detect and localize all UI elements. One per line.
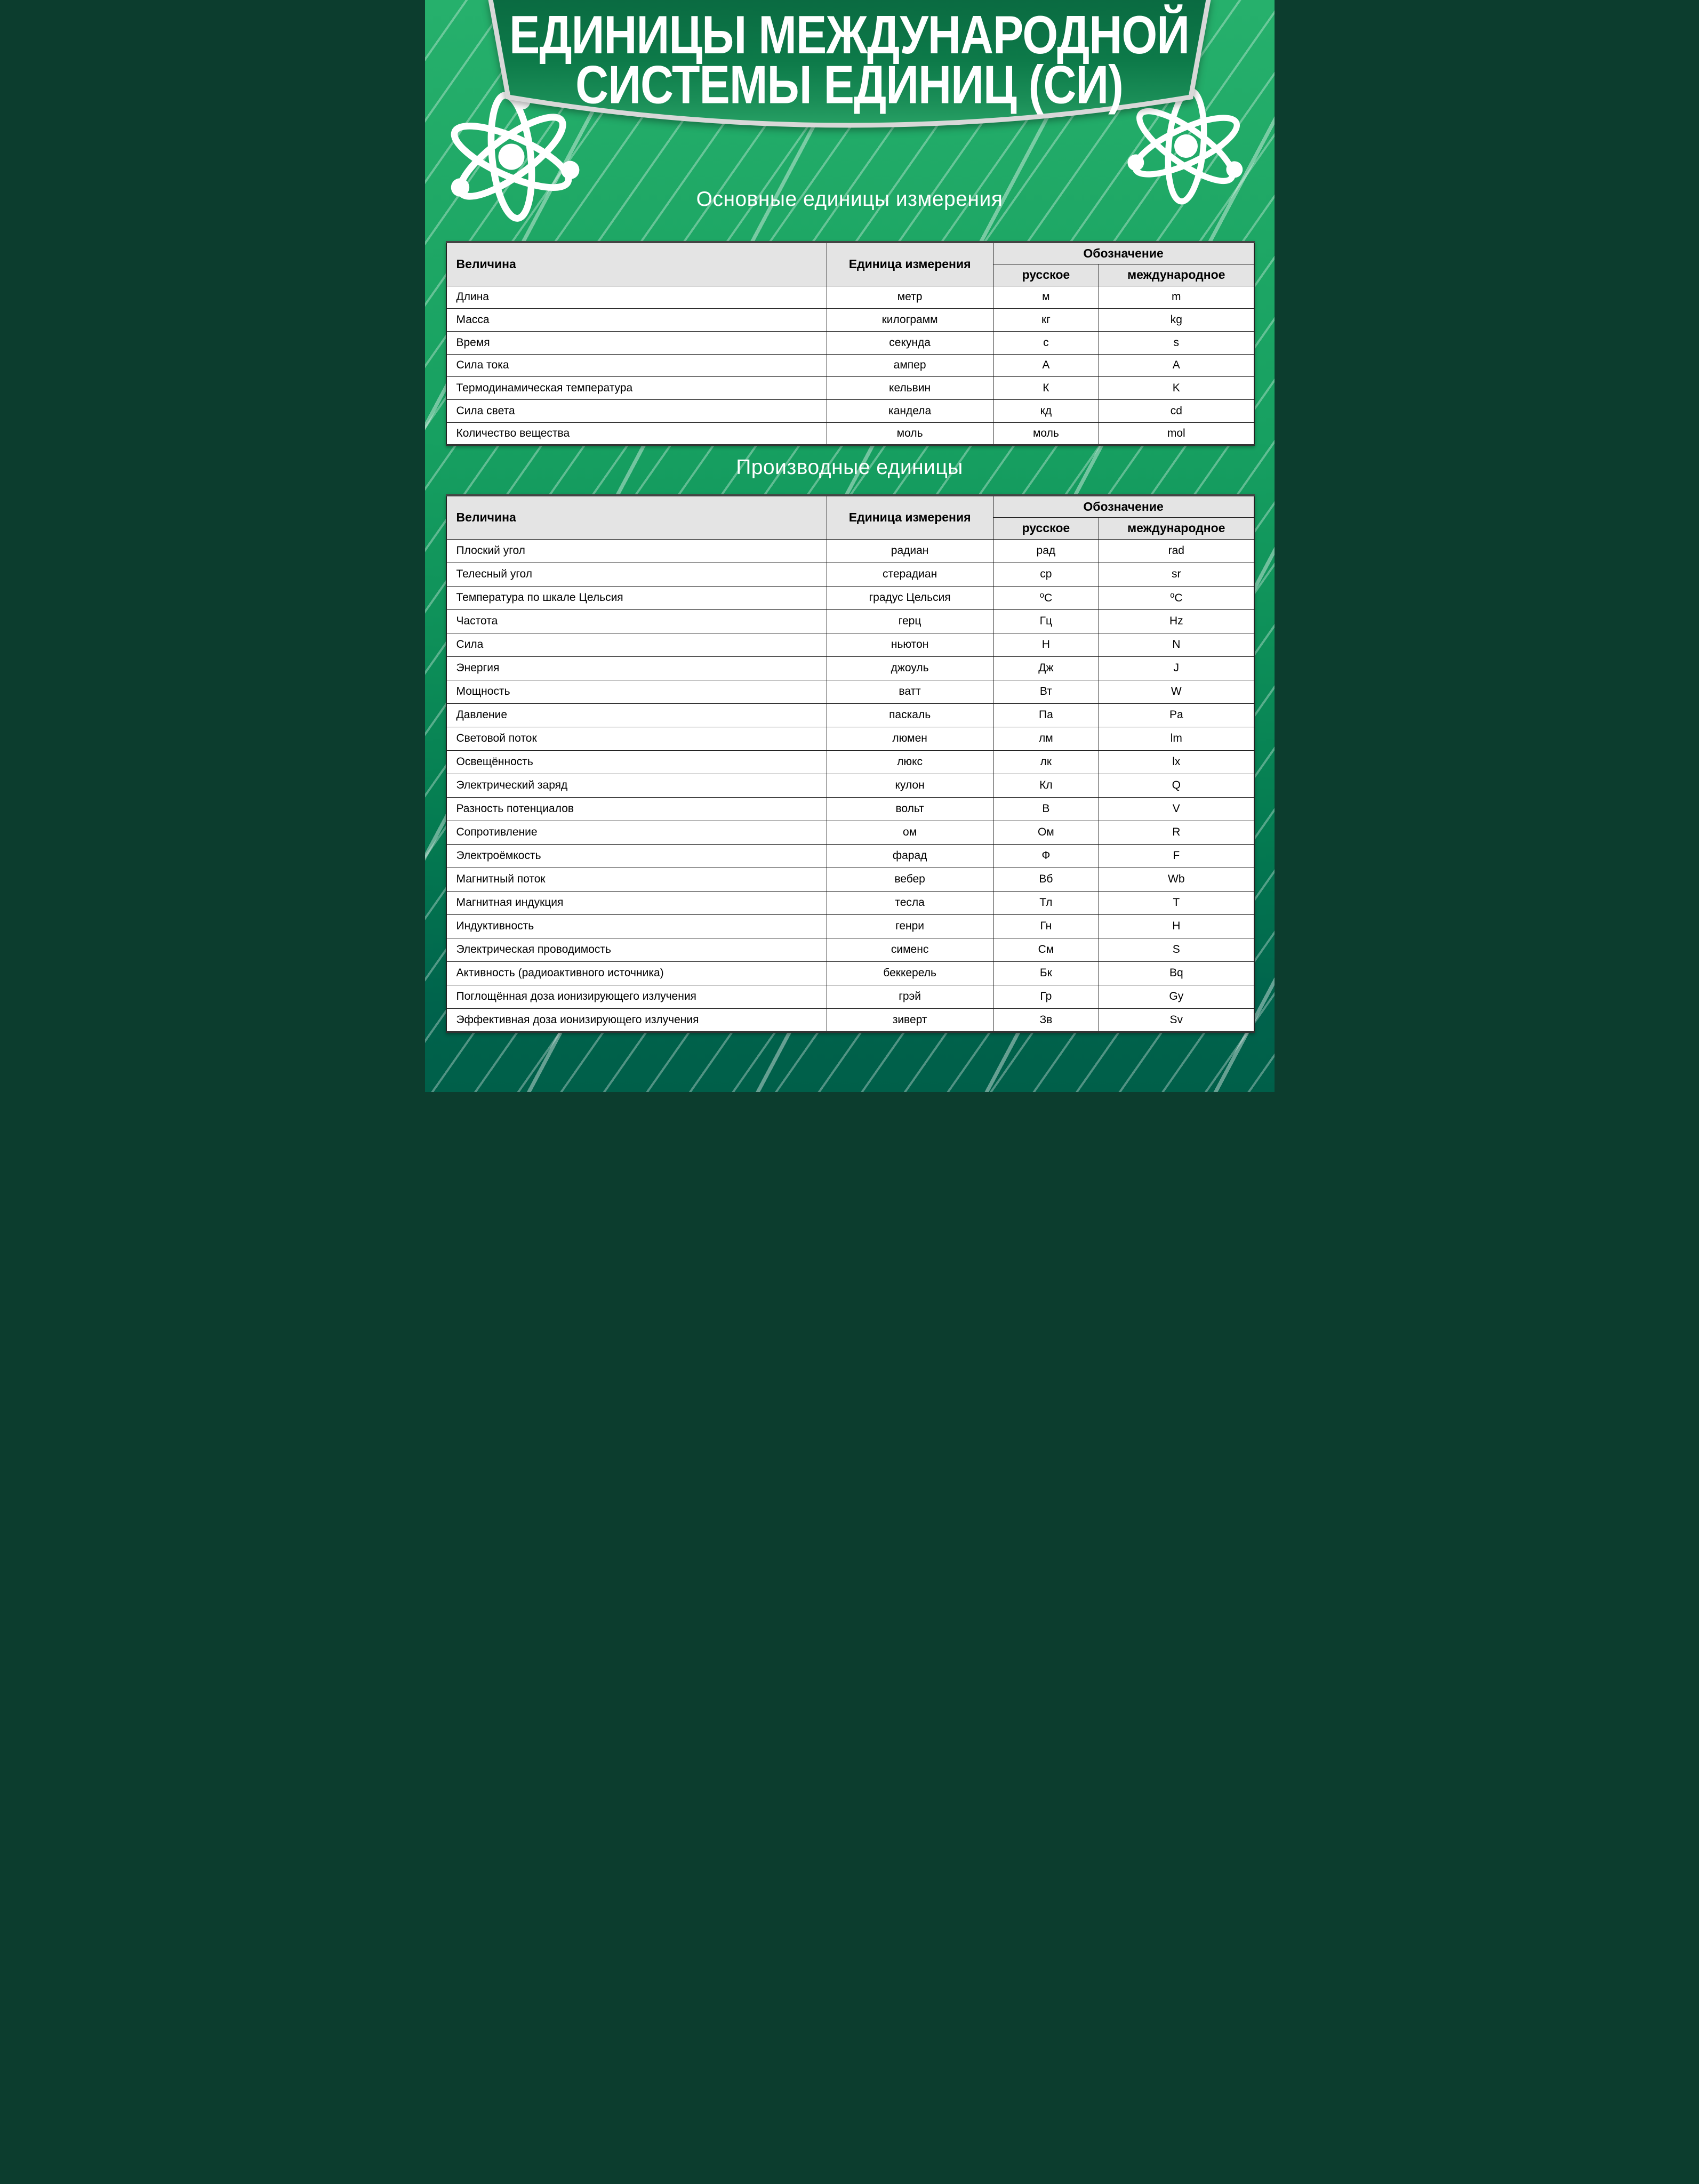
page-title-line1: ЕДИНИЦЫ МЕЖДУНАРОДНОЙ xyxy=(509,5,1190,66)
cell-symbol-international: mol xyxy=(1099,422,1254,445)
table-row xyxy=(446,377,1254,400)
cell-unit: секунда xyxy=(827,331,993,354)
cell-symbol-international: V xyxy=(1099,797,1254,821)
cell-quantity: Сила xyxy=(446,633,827,656)
table-row xyxy=(446,633,1254,656)
cell-symbol-russian: ⁰С xyxy=(993,586,1099,609)
cell-symbol-international: W xyxy=(1099,680,1254,703)
cell-symbol-international: Bq xyxy=(1099,961,1254,985)
section-heading-basic: Основные единицы измерения xyxy=(696,188,1003,211)
cell-symbol-russian: Дж xyxy=(993,656,1099,680)
cell-quantity: Давление xyxy=(446,703,827,727)
column-header-unit: Единица измерения xyxy=(827,495,993,539)
cell-symbol-international: Wb xyxy=(1099,868,1254,891)
table-row xyxy=(446,309,1254,332)
cell-symbol-russian: Тл xyxy=(993,891,1099,914)
cell-symbol-international: K xyxy=(1099,377,1254,400)
cell-unit: люкс xyxy=(827,750,993,774)
cell-symbol-russian: ср xyxy=(993,563,1099,586)
cell-symbol-russian: См xyxy=(993,938,1099,961)
atom-nucleus xyxy=(497,142,526,171)
cell-symbol-russian: рад xyxy=(993,539,1099,563)
cell-unit: грэй xyxy=(827,985,993,1008)
cell-unit: килограмм xyxy=(827,309,993,332)
column-header-russian: русское xyxy=(993,264,1099,286)
derived-units-table xyxy=(446,494,1255,1033)
table-row xyxy=(446,727,1254,750)
cell-symbol-russian: кг xyxy=(993,309,1099,332)
cell-quantity: Электрический заряд xyxy=(446,774,827,797)
cell-symbol-international: ⁰C xyxy=(1099,586,1254,609)
cell-symbol-international: Q xyxy=(1099,774,1254,797)
cell-symbol-international: rad xyxy=(1099,539,1254,563)
cell-unit: ватт xyxy=(827,680,993,703)
cell-quantity: Длина xyxy=(446,286,827,309)
cell-quantity: Сила тока xyxy=(446,354,827,377)
cell-quantity: Разность потенциалов xyxy=(446,797,827,821)
cell-unit: моль xyxy=(827,422,993,445)
cell-symbol-russian: м xyxy=(993,286,1099,309)
cell-unit: радиан xyxy=(827,539,993,563)
cell-unit: метр xyxy=(827,286,993,309)
cell-symbol-international: N xyxy=(1099,633,1254,656)
table-row xyxy=(446,868,1254,891)
cell-symbol-russian: кд xyxy=(993,399,1099,422)
cell-symbol-international: lx xyxy=(1099,750,1254,774)
section-heading-derived: Производные единицы xyxy=(736,456,963,479)
cell-symbol-international: Pa xyxy=(1099,703,1254,727)
cell-quantity: Магнитный поток xyxy=(446,868,827,891)
cell-unit: вольт xyxy=(827,797,993,821)
cell-unit: кельвин xyxy=(827,377,993,400)
column-header-russian: русское xyxy=(993,517,1099,539)
cell-quantity: Магнитная индукция xyxy=(446,891,827,914)
table-row xyxy=(446,985,1254,1008)
cell-unit: кандела xyxy=(827,399,993,422)
cell-unit: градус Цельсия xyxy=(827,586,993,609)
cell-symbol-russian: с xyxy=(993,331,1099,354)
table-row xyxy=(446,286,1254,309)
cell-unit: ом xyxy=(827,821,993,844)
table-row xyxy=(446,703,1254,727)
cell-symbol-international: Hz xyxy=(1099,609,1254,633)
cell-quantity: Время xyxy=(446,331,827,354)
cell-symbol-international: R xyxy=(1099,821,1254,844)
table-row xyxy=(446,609,1254,633)
cell-unit: люмен xyxy=(827,727,993,750)
cell-symbol-russian: Кл xyxy=(993,774,1099,797)
cell-quantity: Световой поток xyxy=(446,727,827,750)
cell-unit: зиверт xyxy=(827,1008,993,1032)
cell-symbol-russian: А xyxy=(993,354,1099,377)
cell-symbol-russian: моль xyxy=(993,422,1099,445)
cell-symbol-international: T xyxy=(1099,891,1254,914)
cell-symbol-international: kg xyxy=(1099,309,1254,332)
cell-unit: вебер xyxy=(827,868,993,891)
cell-symbol-international: s xyxy=(1099,331,1254,354)
cell-symbol-russian: Ом xyxy=(993,821,1099,844)
cell-symbol-international: cd xyxy=(1099,399,1254,422)
cell-symbol-russian: Вб xyxy=(993,868,1099,891)
cell-symbol-russian: лм xyxy=(993,727,1099,750)
table-row xyxy=(446,680,1254,703)
poster xyxy=(425,0,1275,1092)
table-row xyxy=(446,422,1254,445)
cell-symbol-international: S xyxy=(1099,938,1254,961)
cell-quantity: Количество вещества xyxy=(446,422,827,445)
cell-symbol-international: H xyxy=(1099,914,1254,938)
basic-units-table xyxy=(446,241,1255,446)
cell-symbol-russian: Ф xyxy=(993,844,1099,868)
cell-unit: сименс xyxy=(827,938,993,961)
cell-quantity: Поглощённая доза ионизирующего излучения xyxy=(446,985,827,1008)
cell-quantity: Сила света xyxy=(446,399,827,422)
cell-unit: беккерель xyxy=(827,961,993,985)
column-header-international: международное xyxy=(1099,264,1254,286)
table-row xyxy=(446,539,1254,563)
cell-quantity: Плоский угол xyxy=(446,539,827,563)
cell-quantity: Активность (радиоактивного источника) xyxy=(446,961,827,985)
cell-unit: фарад xyxy=(827,844,993,868)
cell-symbol-russian: Гц xyxy=(993,609,1099,633)
table-row xyxy=(446,891,1254,914)
cell-unit: кулон xyxy=(827,774,993,797)
column-header-designation: Обозначение xyxy=(993,495,1254,517)
cell-quantity: Масса xyxy=(446,309,827,332)
cell-quantity: Телесный угол xyxy=(446,563,827,586)
table-row xyxy=(446,938,1254,961)
cell-symbol-russian: Бк xyxy=(993,961,1099,985)
table-row xyxy=(446,563,1254,586)
table-row xyxy=(446,774,1254,797)
cell-symbol-international: F xyxy=(1099,844,1254,868)
cell-quantity: Мощность xyxy=(446,680,827,703)
page-title xyxy=(485,5,1214,116)
cell-unit: ньютон xyxy=(827,633,993,656)
cell-quantity: Температура по шкале Цельсия xyxy=(446,586,827,609)
cell-symbol-international: m xyxy=(1099,286,1254,309)
cell-symbol-russian: Н xyxy=(993,633,1099,656)
cell-symbol-russian: Вт xyxy=(993,680,1099,703)
table-row xyxy=(446,354,1254,377)
column-header-quantity: Величина xyxy=(446,495,827,539)
cell-quantity: Сопротивление xyxy=(446,821,827,844)
table-row xyxy=(446,961,1254,985)
cell-unit: герц xyxy=(827,609,993,633)
column-header-quantity: Величина xyxy=(446,242,827,286)
table-row xyxy=(446,797,1254,821)
cell-quantity: Освещённость xyxy=(446,750,827,774)
table-row xyxy=(446,331,1254,354)
column-header-unit: Единица измерения xyxy=(827,242,993,286)
cell-symbol-international: Sv xyxy=(1099,1008,1254,1032)
cell-quantity: Электрическая проводимость xyxy=(446,938,827,961)
cell-unit: джоуль xyxy=(827,656,993,680)
table-row xyxy=(446,750,1254,774)
cell-symbol-russian: К xyxy=(993,377,1099,400)
cell-symbol-russian: В xyxy=(993,797,1099,821)
cell-symbol-international: sr xyxy=(1099,563,1254,586)
cell-symbol-russian: Гн xyxy=(993,914,1099,938)
cell-quantity: Электроёмкость xyxy=(446,844,827,868)
cell-symbol-international: J xyxy=(1099,656,1254,680)
cell-quantity: Термодинамическая температура xyxy=(446,377,827,400)
cell-unit: стерадиан xyxy=(827,563,993,586)
table-row xyxy=(446,399,1254,422)
cell-unit: тесла xyxy=(827,891,993,914)
page-title-line2: СИСТЕМЫ ЕДИНИЦ (СИ) xyxy=(575,54,1123,116)
table-row xyxy=(446,1008,1254,1032)
cell-quantity: Эффективная доза ионизирующего излучения xyxy=(446,1008,827,1032)
table-row xyxy=(446,821,1254,844)
cell-symbol-international: A xyxy=(1099,354,1254,377)
cell-unit: ампер xyxy=(827,354,993,377)
title-banner xyxy=(485,0,1214,142)
cell-unit: генри xyxy=(827,914,993,938)
table-row xyxy=(446,656,1254,680)
table-row xyxy=(446,844,1254,868)
cell-quantity: Индуктивность xyxy=(446,914,827,938)
cell-unit: паскаль xyxy=(827,703,993,727)
table-row xyxy=(446,586,1254,609)
column-header-designation: Обозначение xyxy=(993,242,1254,264)
cell-symbol-russian: Гр xyxy=(993,985,1099,1008)
cell-quantity: Частота xyxy=(446,609,827,633)
cell-symbol-russian: Па xyxy=(993,703,1099,727)
column-header-international: международное xyxy=(1099,517,1254,539)
cell-quantity: Энергия xyxy=(446,656,827,680)
table-row xyxy=(446,914,1254,938)
cell-symbol-international: Gy xyxy=(1099,985,1254,1008)
cell-symbol-international: lm xyxy=(1099,727,1254,750)
cell-symbol-russian: Зв xyxy=(993,1008,1099,1032)
cell-symbol-russian: лк xyxy=(993,750,1099,774)
